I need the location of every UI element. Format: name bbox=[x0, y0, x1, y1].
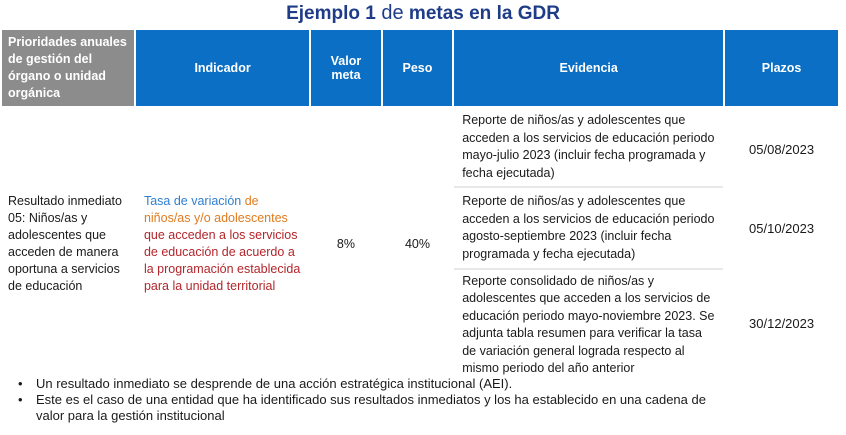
goals-table bbox=[0, 28, 840, 382]
deadline-date: 30/12/2023 bbox=[749, 315, 815, 331]
header-weight: Peso bbox=[383, 30, 453, 106]
notes-list bbox=[18, 376, 718, 424]
page-title bbox=[0, 2, 846, 25]
note-item bbox=[18, 392, 718, 424]
evidence-item: Reporte consolidado de niños/as y adolescentes que acceden a los servicios de educación periodo mayo-noviembre 2023. Se adjunta tabla resumen para verificar la tasa de variación general lograda respecto al mismo periodo del año anterior bbox=[454, 268, 723, 380]
title-de: de bbox=[375, 2, 404, 24]
header-evidence: Evidencia bbox=[454, 30, 723, 106]
deadline-date: 05/10/2023 bbox=[749, 220, 815, 236]
header-target-value: Valor meta bbox=[311, 30, 381, 106]
evidence-cell bbox=[454, 108, 723, 380]
evidence-item: Reporte de niños/as y adolescentes que acceden a los servicios de educación periodo mayo-julio 2023 (incluir fecha programada y fecha ejecutada) bbox=[462, 113, 715, 180]
target-value-cell: 8% bbox=[311, 108, 381, 380]
bullet-icon: • bbox=[18, 376, 23, 391]
indicator-text-orange: de niños/as y/o adolescentes bbox=[143, 194, 288, 225]
deadline-date: 05/08/2023 bbox=[749, 141, 815, 157]
note-text: Un resultado inmediato se desprende de una acción estratégica institucional (AEI). bbox=[36, 376, 513, 391]
bullet-icon: • bbox=[18, 392, 23, 407]
result-cell: Resultado inmediato 05: Niños/as y adolescentes que acceden de manera oportuna a servicios de educación bbox=[2, 108, 134, 380]
indicator-text-red: que acceden a los servicios de educación de acuerdo a la programación establecida para la unidad territorial bbox=[143, 228, 301, 293]
header-deadlines: Plazos bbox=[725, 30, 838, 106]
header-indicator: Indicador bbox=[136, 30, 309, 106]
deadlines-cell bbox=[725, 108, 838, 380]
table-header-row bbox=[2, 30, 838, 106]
indicator-cell bbox=[136, 108, 309, 380]
title-suffix: metas en la GDR bbox=[403, 3, 560, 24]
indicator-text-blue: Tasa de variación bbox=[143, 194, 245, 208]
evidence-item: Reporte de niños/as y adolescentes que acceden a los servicios de educación periodo agosto-septiembre 2023 (incluir fecha programada y fecha ejecutada) bbox=[454, 186, 723, 268]
title-prefix: Ejemplo bbox=[286, 3, 366, 24]
table-row bbox=[2, 108, 838, 380]
weight-cell: 40% bbox=[383, 108, 453, 380]
header-priorities: Prioridades anuales de gestión del órgano o unidad orgánica bbox=[2, 30, 134, 106]
title-number: 1 bbox=[365, 3, 376, 24]
note-item bbox=[18, 376, 718, 392]
note-text: Este es el caso de una entidad que ha identificado sus resultados inmediatos y los ha establecido en una cadena de valor para la gestión institucional bbox=[36, 392, 706, 423]
